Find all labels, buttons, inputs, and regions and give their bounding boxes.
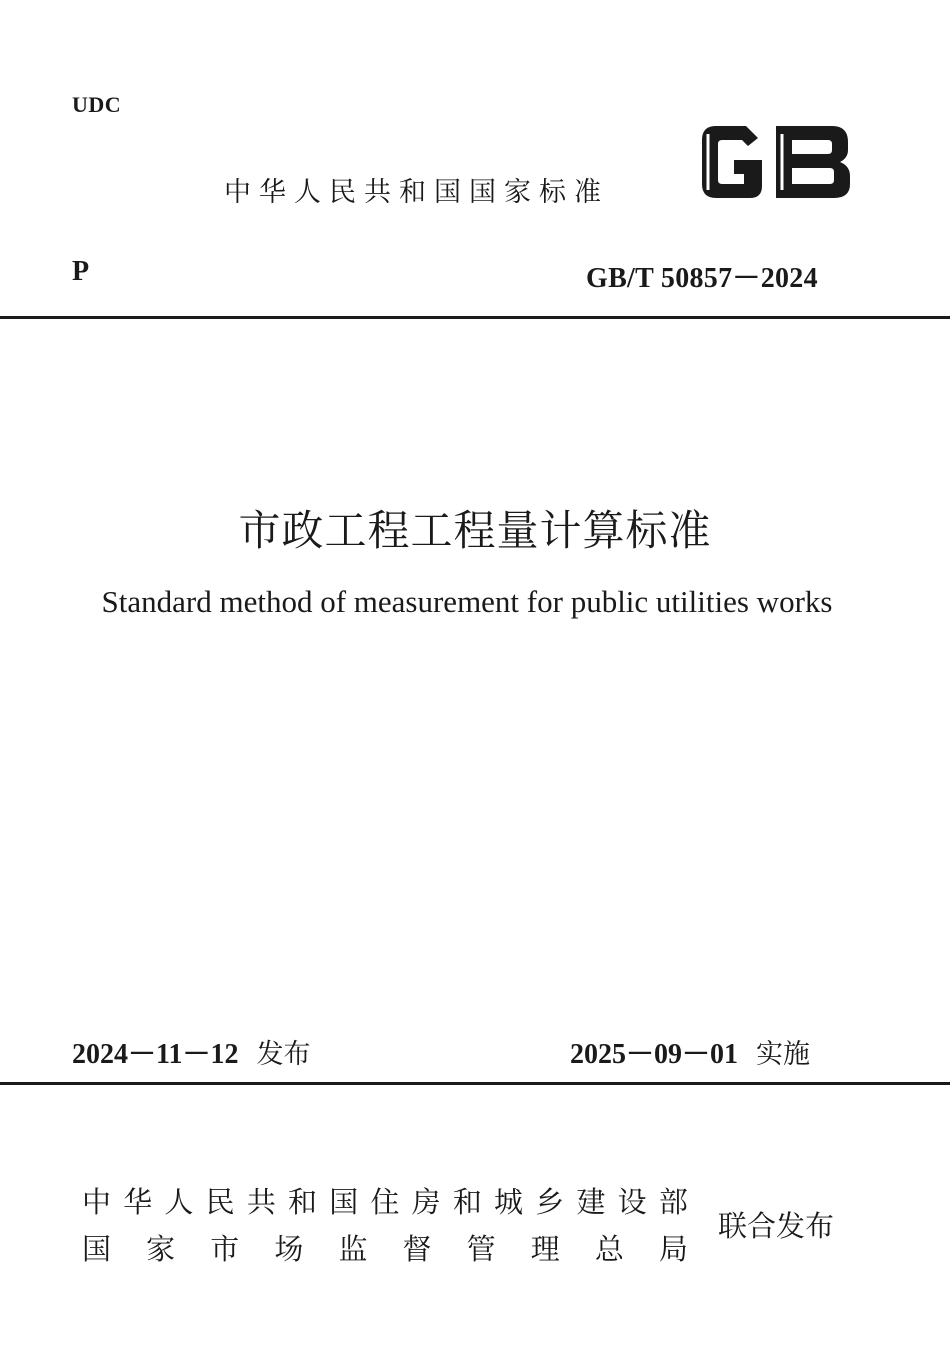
national-standard-label: 中华人民共和国国家标准 xyxy=(224,177,609,208)
publisher-char: 建 xyxy=(576,1185,606,1219)
publisher-char: 部 xyxy=(658,1185,688,1219)
joint-publish-label: 联合发布 xyxy=(718,1208,835,1243)
publisher-char: 国 xyxy=(329,1185,359,1219)
title-chinese: 市政工程工程量计算标准 xyxy=(238,506,712,555)
publisher-block xyxy=(82,1180,834,1268)
publisher-line-2 xyxy=(82,1227,688,1268)
publisher-char: 城 xyxy=(494,1185,524,1219)
issue-label: 发布 xyxy=(256,1039,311,1070)
publisher-char: 和 xyxy=(288,1185,318,1219)
publisher-char: 人 xyxy=(164,1185,194,1219)
standard-number: GB/T 50857－2024 xyxy=(586,263,818,294)
publisher-char: 设 xyxy=(617,1185,647,1219)
publisher-char: 理 xyxy=(530,1232,560,1266)
publisher-names xyxy=(82,1180,688,1268)
udc-label: UDC xyxy=(72,92,122,117)
publisher-char: 中 xyxy=(82,1185,112,1219)
publisher-char: 房 xyxy=(411,1185,441,1219)
title-english: Standard method of measurement for public utilities works xyxy=(101,584,833,619)
publisher-char: 和 xyxy=(452,1185,482,1219)
gb-logo xyxy=(696,120,856,204)
publisher-char: 国 xyxy=(82,1232,112,1266)
publisher-char: 住 xyxy=(370,1185,400,1219)
category-code: P xyxy=(72,256,90,287)
publisher-line-1 xyxy=(82,1180,688,1221)
publisher-char: 局 xyxy=(658,1232,688,1266)
top-divider xyxy=(0,316,950,319)
publisher-char: 监 xyxy=(338,1232,368,1266)
implementation-date-line xyxy=(570,1032,810,1072)
publisher-char: 督 xyxy=(402,1232,432,1266)
publisher-char: 民 xyxy=(205,1185,235,1219)
implementation-date: 2025－09－01 xyxy=(570,1039,739,1070)
publisher-char: 共 xyxy=(246,1185,276,1219)
bottom-divider xyxy=(0,1082,950,1085)
publisher-char: 场 xyxy=(274,1232,304,1266)
issue-date: 2024－11－12 xyxy=(72,1039,239,1070)
publisher-char: 总 xyxy=(594,1232,624,1266)
gb-logo-icon xyxy=(696,120,856,204)
publisher-char: 乡 xyxy=(535,1185,565,1219)
publisher-char: 家 xyxy=(146,1232,176,1266)
publisher-char: 管 xyxy=(466,1232,496,1266)
publisher-char: 华 xyxy=(123,1185,153,1219)
publisher-char: 市 xyxy=(210,1232,240,1266)
issue-date-line xyxy=(72,1032,310,1072)
implementation-label: 实施 xyxy=(756,1039,811,1070)
